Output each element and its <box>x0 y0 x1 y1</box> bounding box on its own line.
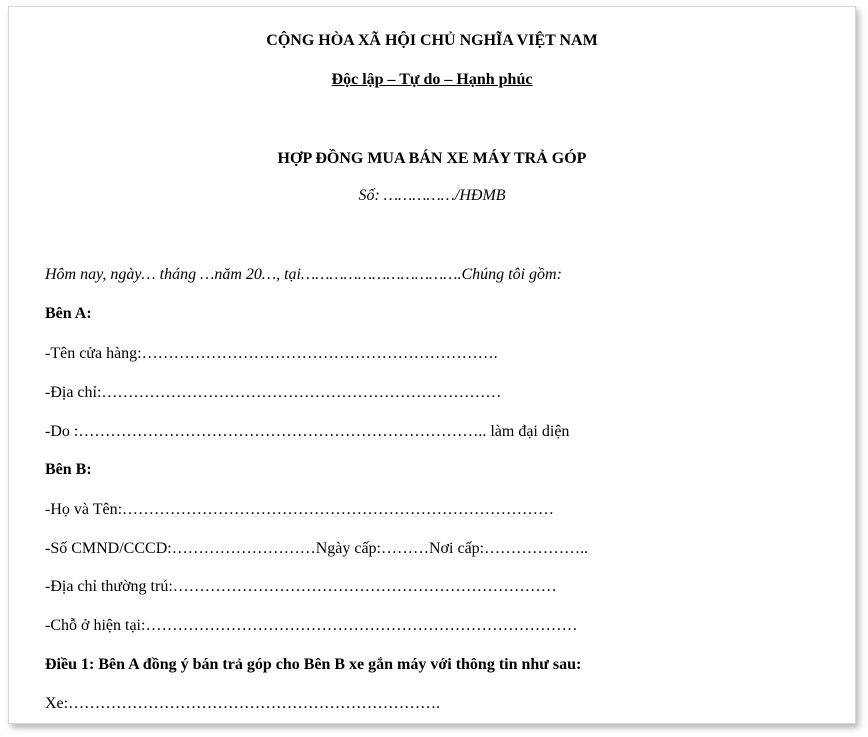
party-b-full-name-field: -Họ và Tên:……………………………………………………………………… <box>45 501 555 518</box>
party-a-address-field: -Địa chỉ:………………………………………………………………… <box>45 384 502 401</box>
article-1-vehicle-field: Xe:……………………………………………………………. <box>45 695 441 712</box>
party-a-shop-name-field: -Tên cửa hàng:…………………………………………………………. <box>45 345 498 362</box>
party-b-id-field: -Số CMND/CCCD:………………………Ngày cấp:………Nơi cấp:……………….. <box>45 540 589 557</box>
document-page <box>8 6 856 724</box>
party-a-representative-field: -Do :………………………………………………………………….. làm đại diện <box>45 423 570 440</box>
party-a-heading: Bên A: <box>45 305 92 322</box>
contract-intro: Hôm nay, ngày… tháng …năm 20…, tại…………………………….Chúng tôi gồm: <box>45 266 562 283</box>
party-b-current-residence-field: -Chỗ ở hiện tại:……………………………………………………………………… <box>45 617 578 634</box>
motto <box>9 70 855 90</box>
motto-text: Độc lập – Tự do – Hạnh phúc <box>331 71 533 88</box>
nation-heading: CỘNG HÒA XÃ HỘI CHỦ NGHĨA VIỆT NAM <box>266 32 598 49</box>
contract-title: HỢP ĐỒNG MUA BÁN XE MÁY TRẢ GÓP <box>277 150 587 167</box>
party-b-heading: Bên B: <box>45 461 92 478</box>
contract-number: Số: ……………/HĐMB <box>358 187 506 204</box>
party-b-permanent-address-field: -Địa chỉ thường trú:……………………………………………………………… <box>45 578 557 595</box>
article-1-heading: Điều 1: Bên A đồng ý bán trả góp cho Bên B xe gắn máy với thông tin như sau: <box>45 656 582 673</box>
